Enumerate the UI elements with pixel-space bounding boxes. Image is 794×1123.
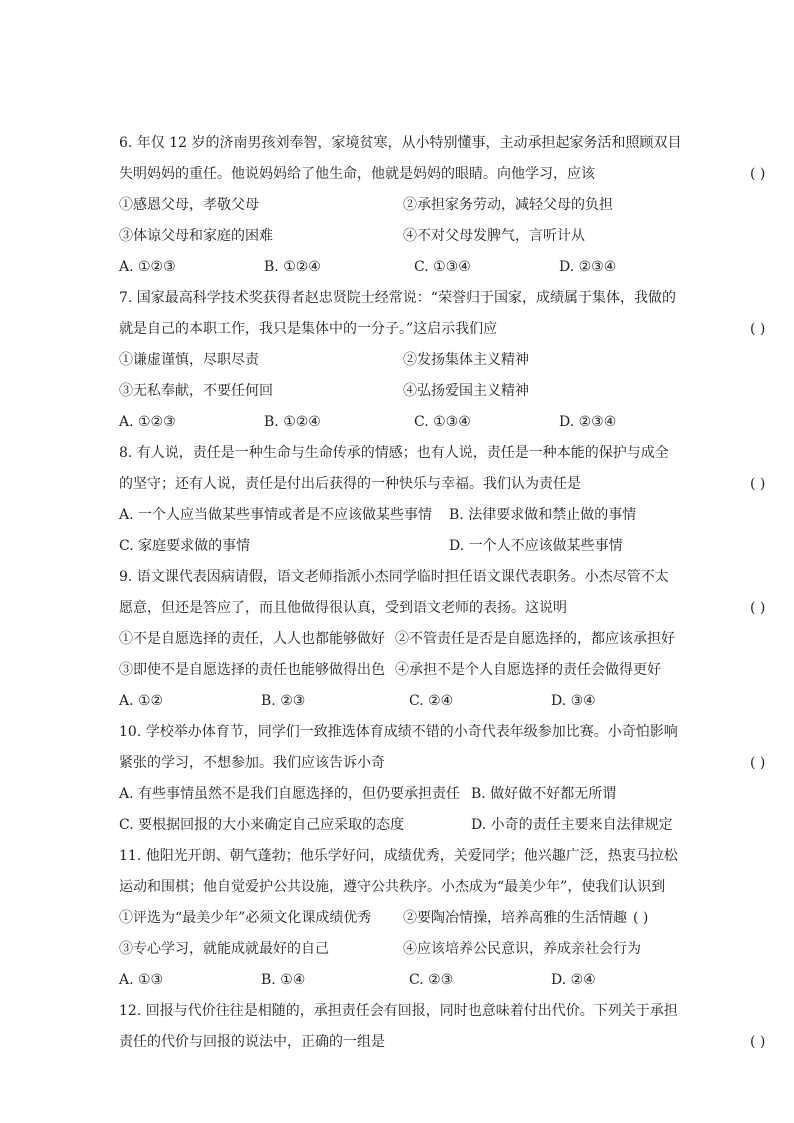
q8-stem-line-2: 的坚守；还有人说，责任是付出后获得的一种快乐与幸福。我们认为责任是 ( ) <box>119 469 679 500</box>
answer-paren: ( ) <box>750 166 766 182</box>
statement: ③即使不是自愿选择的责任也能够做得出色 <box>119 662 385 678</box>
option-c[interactable]: C. ①③④ <box>414 414 471 430</box>
option-c[interactable]: C. 要根据回报的大小来确定自己应采取的态度 <box>119 817 405 833</box>
option-c[interactable]: C. ②④ <box>409 693 454 709</box>
q7-options-row <box>119 407 679 438</box>
statement: ③体谅父母和家庭的困难 <box>119 228 273 244</box>
q11-statements-row-1 <box>119 903 679 934</box>
option-b[interactable]: B. ②③ <box>261 693 306 709</box>
option-d[interactable]: D. ②④ <box>551 972 596 988</box>
q7-statements-row-2 <box>119 376 679 407</box>
q6-stem-line-2: 失明妈妈的重任。他说妈妈给了他生命，他就是妈妈的眼睛。向他学习，应该 ( ) <box>119 159 679 190</box>
q10-options-row-2 <box>119 810 679 841</box>
q8-options-row-2 <box>119 531 679 562</box>
option-a[interactable]: A. ①②③ <box>119 414 176 430</box>
q10-stem-line-1: 10. 学校举办体育节，同学们一致推选体育成绩不错的小奇代表年级参加比赛。小奇怕影响 <box>119 724 678 740</box>
answer-paren: ( ) <box>750 755 766 771</box>
q7-stem-line-1: 7. 国家最高科学技术奖获得者赵忠贤院士经常说：“荣誉归于国家，成绩属于集体，我做的 <box>119 290 676 306</box>
q9-stem-line-1: 9. 语文课代表因病请假，语文老师指派小杰同学临时担任语文课代表职务。小杰尽管不太 <box>119 569 669 585</box>
q9-stem-line-2: 愿意，但还是答应了，而且他做得很认真，受到语文老师的表扬。这说明 ( ) <box>119 593 679 624</box>
option-c[interactable]: C. 家庭要求做的事情 <box>119 538 251 554</box>
statement: ①评选为“最美少年”必须文化课成绩优秀 <box>119 910 372 926</box>
option-a[interactable]: A. ①③ <box>119 972 164 988</box>
q11-stem-line-1: 11. 他阳光开朗、朝气蓬勃；他乐学好问，成绩优秀，关爱同学；他兴趣广泛，热衷马拉松 <box>119 848 678 864</box>
option-b[interactable]: B. ①②④ <box>264 414 321 430</box>
statement: ④应该培养公民意识，养成亲社会行为 <box>403 941 641 957</box>
statement: ③专心学习，就能成就最好的自己 <box>119 941 329 957</box>
option-a[interactable]: A. 有些事情虽然不是我们自愿选择的，但仍要承担责任 <box>119 786 461 802</box>
option-a[interactable]: A. ①②③ <box>119 259 176 275</box>
q6-statements-row-1 <box>119 190 679 221</box>
q8-stem-line-1: 8. 有人说，责任是一种生命与生命传承的情感；也有人说，责任是一种本能的保护与成全 <box>119 445 669 461</box>
q7-stem-line-2: 就是自己的本职工作，我只是集体中的一分子。”这启示我们应 ( ) <box>119 314 679 345</box>
q8-options-row-1 <box>119 500 679 531</box>
option-d[interactable]: D. 一个人不应该做某些事情 <box>449 538 623 554</box>
option-c[interactable]: C. ②③ <box>409 972 454 988</box>
option-b[interactable]: B. ①②④ <box>264 259 321 275</box>
statement: ②要陶冶情操，培养高雅的生活情趣 <box>403 910 627 926</box>
statement: ②承担家务劳动，减轻父母的负担 <box>403 197 613 213</box>
answer-paren: ( ) <box>750 321 766 337</box>
statement: ①感恩父母，孝敬父母 <box>119 197 259 213</box>
q11-stem-line-2: 运动和围棋；他自觉爱护公共设施，遵守公共秩序。小杰成为“最美少年”，使我们认识到 <box>119 879 666 895</box>
q7-statements-row-1 <box>119 345 679 376</box>
q9-statements-row-2 <box>119 655 679 686</box>
option-d[interactable]: D. ②③④ <box>559 414 617 430</box>
q10-stem-line-2: 紧张的学习，不想参加。我们应该告诉小奇 ( ) <box>119 748 679 779</box>
q11-options-row <box>119 965 679 996</box>
option-d[interactable]: D. ③④ <box>551 693 596 709</box>
q10-options-row-1 <box>119 779 679 810</box>
statement: ②不管责任是否是自愿选择的，都应该承担好 <box>395 631 675 647</box>
answer-paren: ( ) <box>750 600 766 616</box>
option-a[interactable]: A. 一个人应当做某些事情或者是不应该做某些事情 <box>119 507 433 523</box>
q12-stem-line-1: 12. 回报与代价往往是相随的，承担责任会有回报，同时也意味着付出代价。下列关于承担 <box>119 1003 678 1019</box>
option-d[interactable]: D. ②③④ <box>559 259 617 275</box>
statement: ④不对父母发脾气，言听计从 <box>403 228 585 244</box>
answer-paren: ( ) <box>750 476 766 492</box>
option-a[interactable]: A. ①② <box>119 693 164 709</box>
option-b[interactable]: B. ①④ <box>261 972 306 988</box>
q11-statements-row-2 <box>119 934 679 965</box>
option-b[interactable]: B. 法律要求做和禁止做的事情 <box>449 507 637 523</box>
statement: ④承担不是个人自愿选择的责任会做得更好 <box>395 662 661 678</box>
answer-paren: ( ) <box>633 910 649 926</box>
option-c[interactable]: C. ①③④ <box>414 259 471 275</box>
q9-statements-row-1 <box>119 624 679 655</box>
q6-statements-row-2 <box>119 221 679 252</box>
statement: ③无私奉献，不要任何回 <box>119 383 273 399</box>
answer-paren: ( ) <box>750 1034 766 1050</box>
q9-options-row <box>119 686 679 717</box>
statement: ①不是自愿选择的责任，人人也都能够做好 <box>119 631 385 647</box>
option-d[interactable]: D. 小奇的责任主要来自法律规定 <box>471 817 673 833</box>
statement: ④弘扬爱国主义精神 <box>403 383 529 399</box>
q6-options-row <box>119 252 679 283</box>
statement: ①谦虚谨慎，尽职尽责 <box>119 352 259 368</box>
statement: ②发扬集体主义精神 <box>403 352 529 368</box>
q12-stem-line-2: 责任的代价与回报的说法中，正确的一组是 ( ) <box>119 1027 679 1058</box>
q6-stem-line-1: 6. 年仅 12 岁的济南男孩刘奉智，家境贫寒，从小特别懂事，主动承担起家务活和照顾双目 <box>119 135 682 151</box>
option-b[interactable]: B. 做好做不好都无所谓 <box>471 786 617 802</box>
